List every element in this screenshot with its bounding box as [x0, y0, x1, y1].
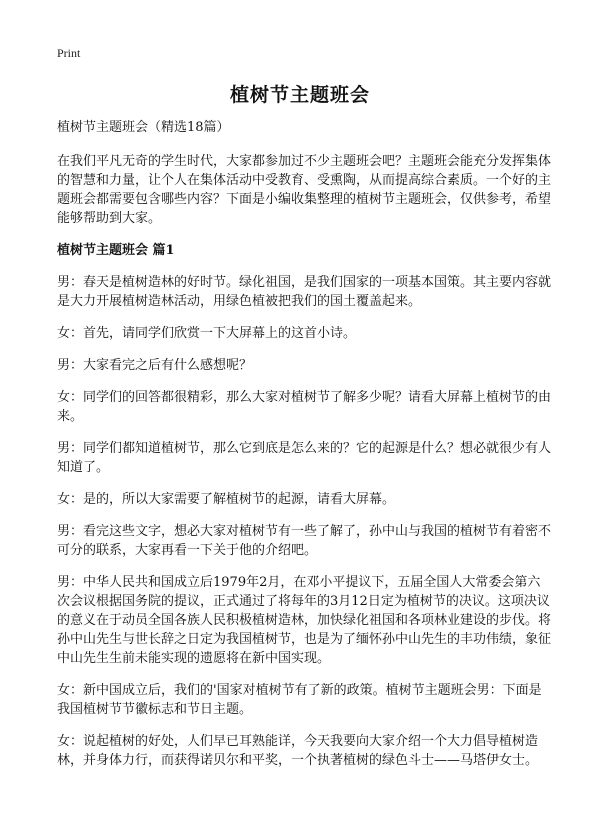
dialogue-paragraph: 女：新中国成立后，我们的'国家对植树节有了新的政策。植树节主题班会男：下面是我国植树节节徽标志和节日主题。	[57, 683, 542, 717]
dialogue-paragraph: 男：大家看完之后有什么感想呢？	[57, 358, 253, 373]
dialogue-paragraph: 女：说起植树的好处，人们早已耳熟能详，今天我要向大家介绍一个大力倡导植树造林，并身体力行，而获得诺贝尔和平奖，一个执著植树的绿色斗士——马塔伊女士。	[57, 734, 539, 768]
dialogue-paragraph: 男：春天是植树造林的好时节。绿化祖国，是我们国家的一项基本国策。其主要内容就是大力开展植树造林活动，用绿色植被把我们的国土覆盖起来。	[57, 275, 552, 309]
print-link[interactable]: Print	[57, 46, 81, 60]
section-heading: 植树节主题班会 篇1	[57, 243, 175, 258]
dialogue-paragraph: 男：中华人民共和国成立后1979年2月，在邓小平提议下，五届全国人大常委会第六次会议根据国务院的提议，正式通过了将每年的3月12日定为植树节的决议。这项决议的意义在于动员全国各族人民积极植树造林，加快绿化祖国和各项林业建设的步伐。将孙中山先生与世长辞之日定为我国植树节，也是为了缅怀孙中山先生的丰功伟绩，象征中山先生生前未能实现的遗愿将在新中国实现。	[57, 575, 552, 666]
page-title: 植树节主题班会	[229, 84, 370, 106]
article-subtitle: 植树节主题班会（精选18篇）	[57, 120, 230, 135]
intro-paragraph: 在我们平凡无奇的学生时代，大家都参加过不少主题班会吧？主题班会能充分发挥集体的智慧和力量，让个人在集体活动中受教育、受熏陶，从而提高综合素质。一个好的主题班会都需要包含哪些内容？下面是小编收集整理的植树节主题班会，仅供参考，希望能够帮助到大家。	[57, 154, 552, 226]
dialogue-paragraph: 男：同学们都知道植树节，那么它到底是怎么来的？它的起源是什么？想必就很少有人知道了。	[57, 441, 552, 475]
dialogue-paragraph: 女：是的，所以大家需要了解植树节的起源，请看大屏幕。	[57, 492, 396, 507]
dialogue-paragraph: 女：同学们的回答都很精彩，那么大家对植树节了解多少呢？请看大屏幕上植树节的由来。	[57, 390, 552, 424]
dialogue-paragraph: 女：首先，请同学们欣赏一下大屏幕上的这首小诗。	[57, 326, 357, 341]
article-body	[57, 118, 553, 783]
dialogue-paragraph: 男：看完这些文字，想必大家对植树节有一些了解了，孙中山与我国的植树节有着密不可分的联系，大家再看一下关于他的介绍吧。	[57, 524, 552, 558]
